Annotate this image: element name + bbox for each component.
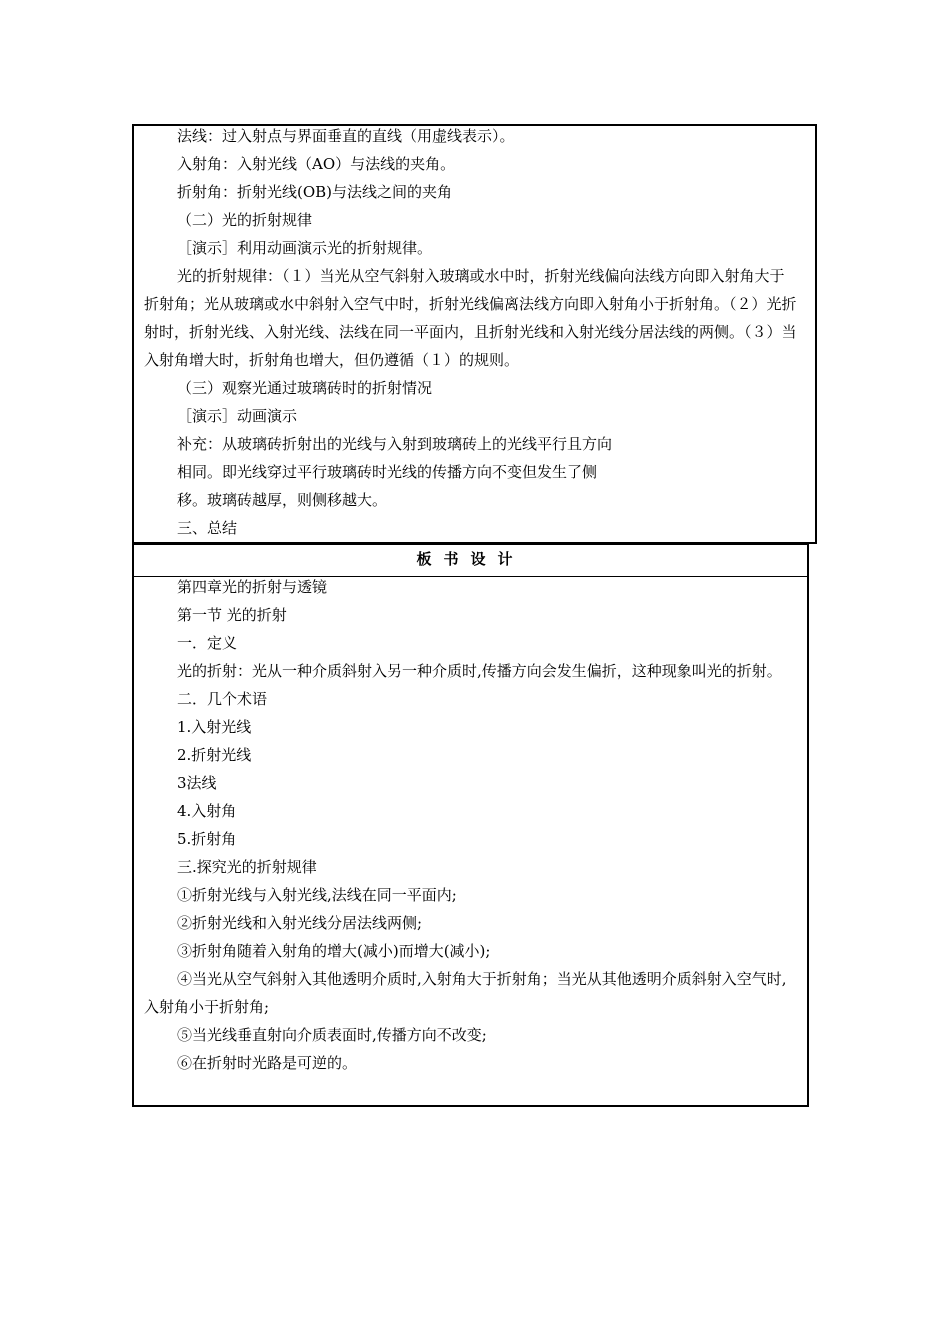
list-item: 2.折射光线 [177, 746, 252, 764]
subheading: 三、总结 [177, 519, 238, 537]
list-item: 1.入射光线 [177, 718, 252, 736]
list-item: ④当光从空气斜射入其他透明介质时,入射角大于折射角；当光从其他透明介质斜射入空气时,入射角小于折射角; [144, 970, 787, 1016]
text-line: 移。玻璃砖越厚，则侧移越大。 [177, 491, 388, 509]
paragraph: 光的折射规律：（１）当光从空气斜射入玻璃或水中时，折射光线偏向法线方向即入射角大于折射角；光从玻璃或水中斜射入空气中时，折射光线偏离法线方向即入射角小于折射角。（２）光折射时，折射光线、入射光线、法线在同一平面内，且折射光线和入射光线分居法线的两侧。（３）当入射角增大时，折射角也增大，但仍遵循（１）的规则。 [144, 267, 797, 369]
text-line: ［演示］动画演示 [177, 407, 298, 425]
board-design-content [134, 573, 807, 1077]
subheading: （二）光的折射规律 [177, 211, 313, 229]
text-line: 补充：从玻璃砖折射出的光线与入射到玻璃砖上的光线平行且方向 [177, 435, 613, 453]
text-line: 折射角：折射光线(OB)与法线之间的夹角 [177, 183, 453, 201]
text-line: 一．定义 [177, 634, 238, 652]
subheading: （三）观察光通过玻璃砖时的折射情况 [177, 379, 433, 397]
list-item: 4.入射角 [177, 802, 237, 820]
board-design-box [132, 543, 809, 1107]
text-line: 法线：过入射点与界面垂直的直线（用虚线表示）。 [177, 127, 515, 145]
teaching-process-box [132, 124, 817, 544]
list-item: 5.折射角 [177, 830, 237, 848]
text-line: ［演示］利用动画演示光的折射规律。 [177, 239, 433, 257]
list-item: ⑤当光线垂直射向介质表面时,传播方向不改变; [177, 1026, 487, 1044]
list-item: 3法线 [177, 774, 217, 792]
paragraph: 光的折射：光从一种介质斜射入另一种介质时,传播方向会发生偏折，这种现象叫光的折射。 [177, 662, 782, 680]
text-line: 相同。即光线穿过平行玻璃砖时光线的传播方向不变但发生了侧 [177, 463, 598, 481]
text-line: 二．几个术语 [177, 690, 268, 708]
list-item: ③折射角随着入射角的增大(减小)而增大(减小); [177, 942, 491, 960]
teaching-process-content [134, 122, 815, 542]
text-line: 第一节 光的折射 [177, 606, 287, 624]
text-line: 三.探究光的折射规律 [177, 858, 317, 876]
board-design-header: 板书设计 [134, 545, 807, 577]
list-item: ②折射光线和入射光线分居法线两侧; [177, 914, 423, 932]
list-item: ①折射光线与入射光线,法线在同一平面内; [177, 886, 457, 904]
list-item: ⑥在折射时光路是可逆的。 [177, 1054, 358, 1072]
text-line: 第四章光的折射与透镜 [177, 578, 328, 596]
text-line: 入射角：入射光线（AO）与法线的夹角。 [177, 155, 456, 173]
